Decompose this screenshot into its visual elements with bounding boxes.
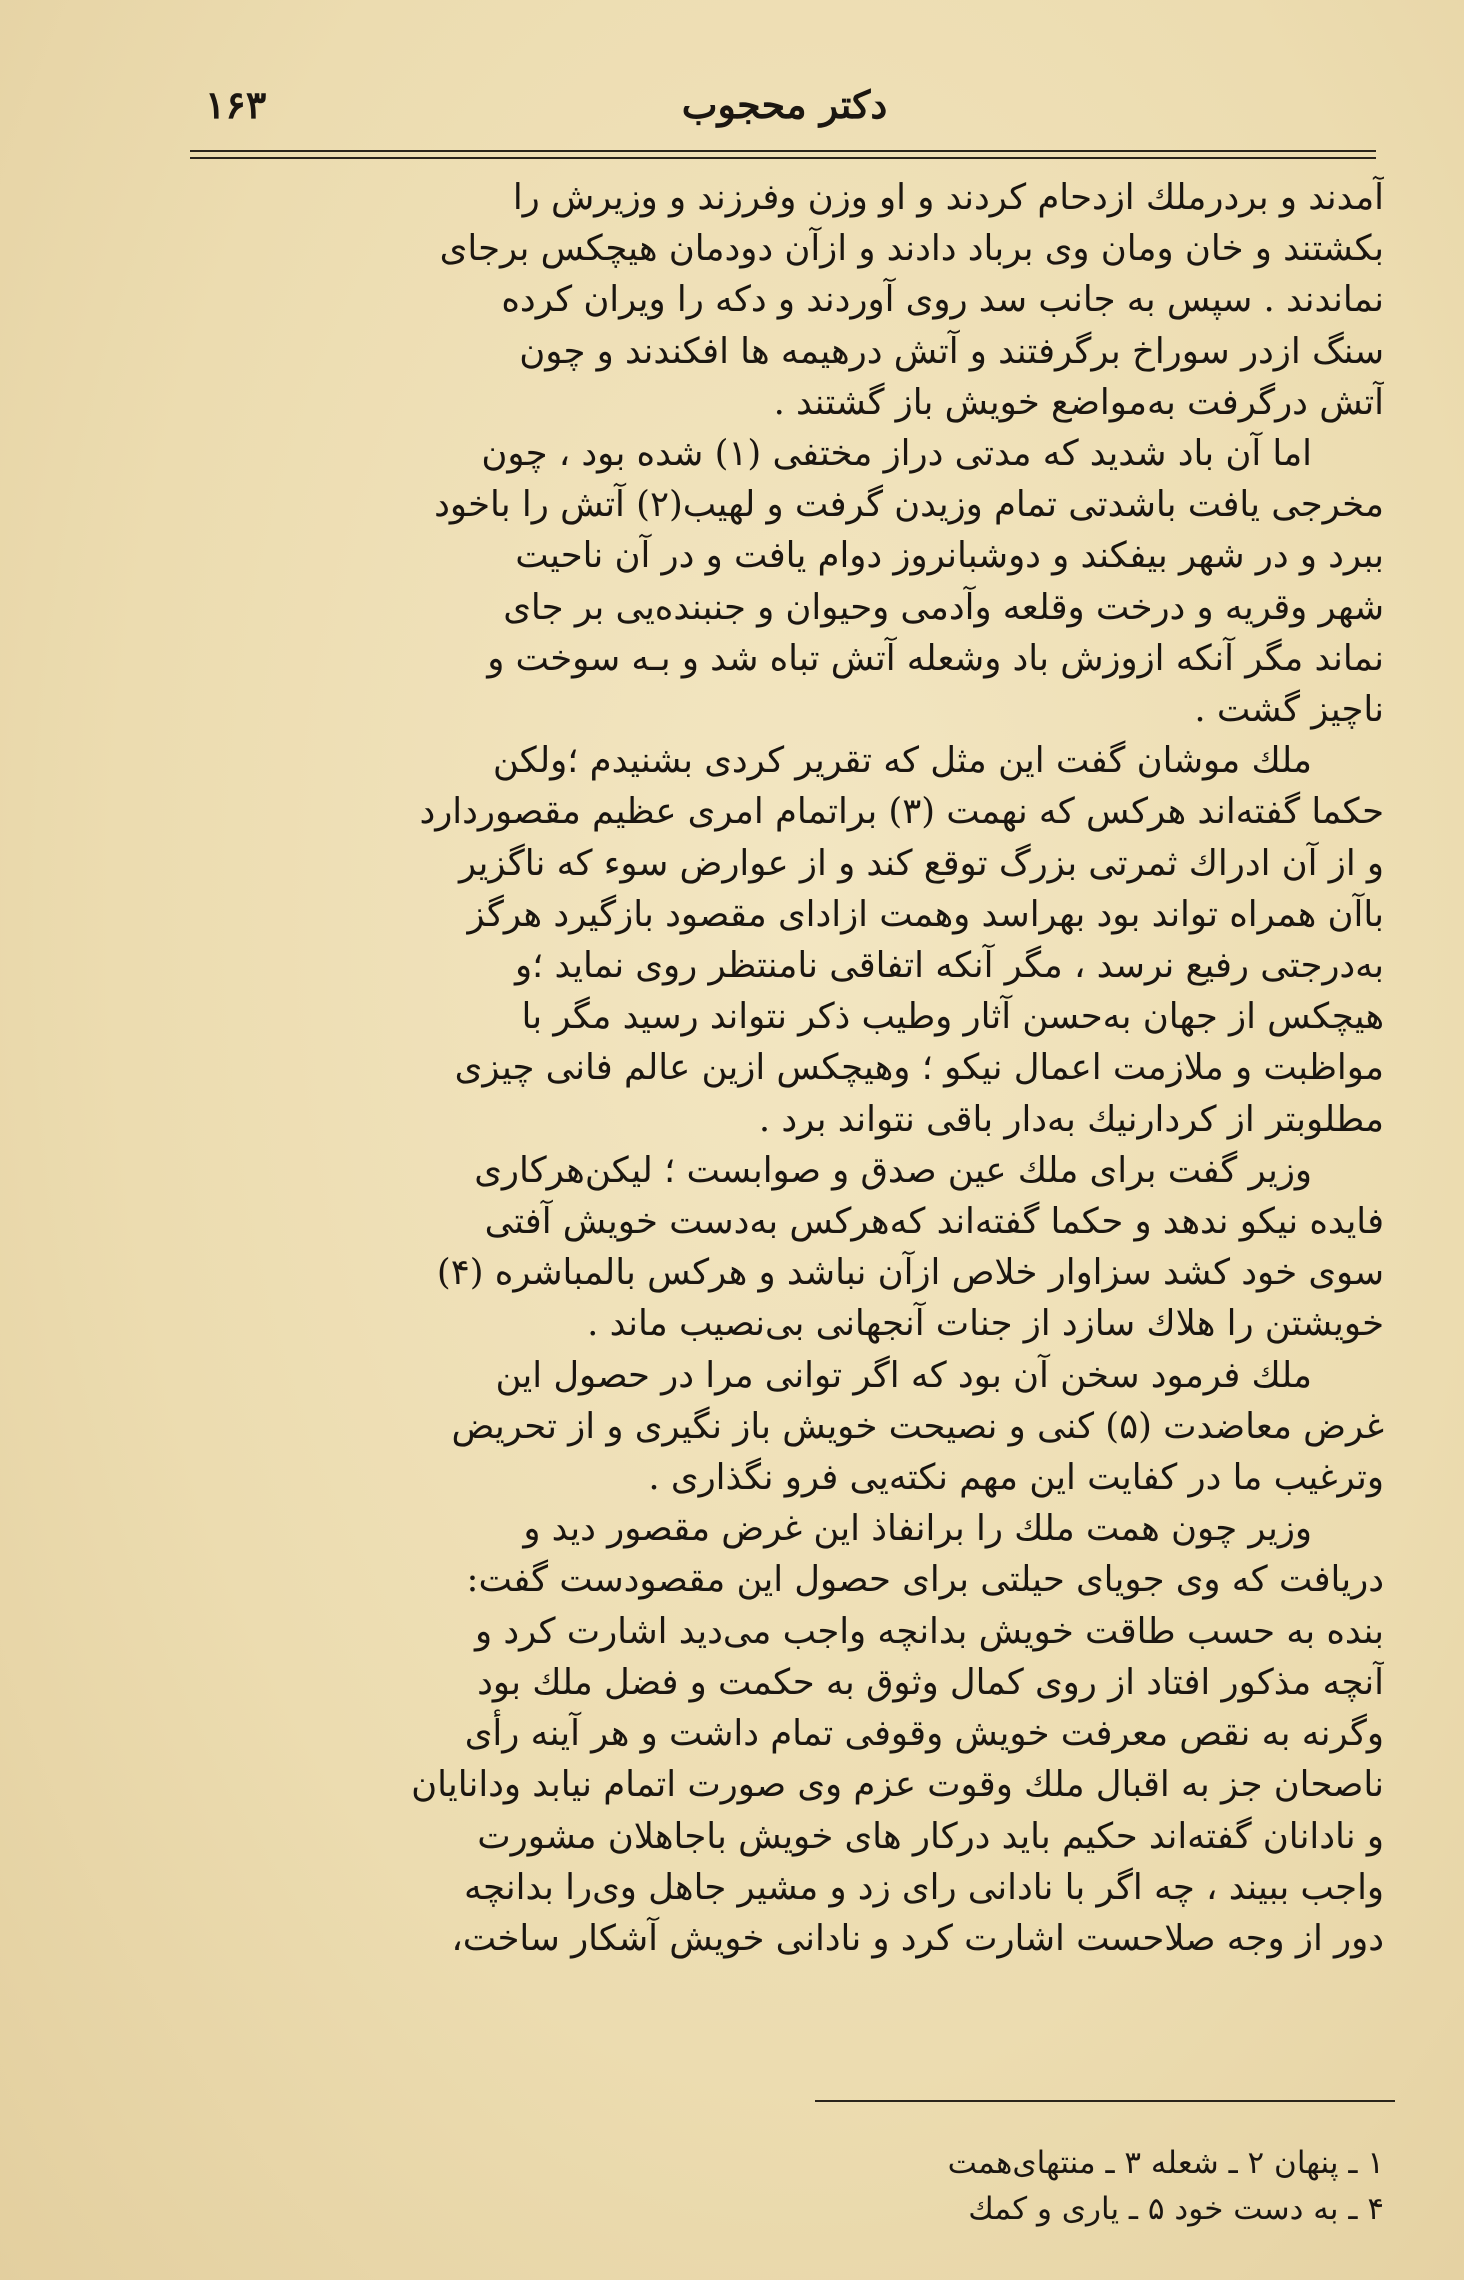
paragraph-2 (205, 428, 1384, 735)
body-text (205, 172, 1384, 1964)
text-line: بکشتند و خان ومان وی برباد دادند و ازآن دودمان هیچکس برجای (439, 228, 1384, 270)
text-line: نماندند . سپس به جانب سد روی آوردند و دکه را ویران کرده (501, 279, 1384, 321)
header-rule-bottom (190, 157, 1376, 159)
text-line: وترغیب ما در کفایت این مهم نکته‌یی فرو نگذاری . (648, 1457, 1384, 1499)
text-line: ملك موشان گفت این مثل که تقریر کردی بشنیدم ؛ولکن (492, 740, 1312, 782)
text-line: مخرجی یافت باشدتی تمام وزیدن گرفت و لهیب(۲) آتش را باخود (434, 484, 1384, 526)
text-line: آنچه مذکور افتاد از روی کمال وثوق به حکمت و فضل ملك بود (477, 1661, 1384, 1703)
text-line: سنگ ازدر سوراخ برگرفتند و آتش درهیمه ها افکندند و چون (519, 330, 1384, 372)
text-line: سوی خود کشد سزاوار خلاص ازآن نباشد و هرکس بالمباشره (۴) (436, 1252, 1384, 1294)
paragraph-5 (205, 1350, 1384, 1504)
text-line: و نادانان گفته‌اند حکیم باید درکار های خویش باجاهلان مشورت (477, 1815, 1384, 1857)
text-line: حکما گفته‌اند هرکس که نهمت (۳) براتمام امری عظیم مقصوردارد (419, 791, 1384, 833)
text-line: وزیر چون همت ملك را برانفاذ این غرض مقصور دید و (523, 1508, 1312, 1550)
paragraph-3 (205, 735, 1384, 1145)
text-line: مواظبت و ملازمت اعمال نیکو ؛ وهیچکس ازین عالم فانی چیزی (454, 1047, 1384, 1089)
text-line: ناچیز گشت . (1194, 689, 1384, 731)
text-line: هیچکس از جهان به‌حسن آثار وطیب ذکر نتواند رسید مگر با (521, 996, 1384, 1038)
text-line: دور از وجه صلاحست اشارت کرد و نادانی خویش آشکار ساخت، (451, 1917, 1384, 1959)
footnote-line: ۱ ـ پنهان ۲ ـ شعله ۳ ـ منتهای‌همت (947, 2145, 1384, 2181)
footnote-divider (815, 2100, 1395, 2102)
text-line: غرض معاضدت (۵) کنی و نصیحت خویش باز نگیری و از تحریض (451, 1405, 1384, 1447)
text-line: به‌درجتی رفیع نرسد ، مگر آنکه اتفاقی نامنتظر روی نماید ؛و (514, 945, 1384, 987)
text-line: وگرنه به نقص معرفت خویش وقوفی تمام داشت و هر آینه رأی (464, 1713, 1384, 1755)
text-line: باآن همراه تواند بود بهراسد وهمت ازادای مقصود بازگیرد هرگز (467, 893, 1384, 935)
text-line: مطلوبتر از کردارنیك به‌دار باقی نتواند برد . (758, 1098, 1384, 1140)
text-line: شهر وقریه و درخت وقلعه وآدمی وحیوان و جنبنده‌یی بر جای (503, 586, 1384, 628)
text-line: ملك فرمود سخن آن بود که اگر توانی مرا در حصول این (495, 1354, 1312, 1396)
text-line: فایده نیکو ندهد و حکما گفته‌اند که‌هرکس به‌دست خویش آفتی (484, 1201, 1384, 1243)
header-rule-top (190, 150, 1376, 152)
text-line: نماند مگر آنکه ازوزش باد وشعله آتش تباه شد و بـه سوخت و (487, 637, 1384, 679)
paragraph-1 (205, 172, 1384, 428)
text-line: خویشتن را هلاك سازد از جنات آنجهانی بی‌نصیب ماند . (587, 1303, 1384, 1345)
paragraph-6 (205, 1503, 1384, 1964)
footnotes (664, 2140, 1384, 2232)
text-line: آتش درگرفت به‌مواضع خویش باز گشتند . (773, 381, 1384, 423)
text-line: و از آن ادراك ثمرتی بزرگ توقع کند و از عوارض سوء که ناگزیر (459, 842, 1384, 884)
text-line: آمدند و بردرملك ازدحام کردند و او وزن وفرزند و وزیرش را (512, 177, 1384, 218)
page-header (195, 82, 1374, 138)
page-number: ۱۶۳ (205, 82, 267, 127)
text-line: اما آن باد شدید که مدتی دراز مختفی (۱) شده بود ، چون (481, 433, 1312, 475)
text-line: ناصحان جز به اقبال ملك وقوت عزم وی صورت اتمام نیابد ودانایان (411, 1764, 1384, 1806)
footnote-line: ۴ ـ به دست خود ۵ ـ یاری و کمك (968, 2191, 1384, 2227)
text-line: دریافت که وی جویای حیلتی برای حصول این مقصودست گفت: (466, 1559, 1384, 1601)
running-title: دکتر محجوب (681, 82, 888, 127)
paragraph-4 (205, 1145, 1384, 1350)
text-line: بنده به حسب طاقت خویش بدانچه واجب می‌دید اشارت کرد و (475, 1610, 1384, 1652)
text-line: ببرد و در شهر بیفکند و دوشبانروز دوام یافت و در آن ناحیت (515, 535, 1384, 577)
text-line: وزیر گفت برای ملك عین صدق و صوابست ؛ لیکن‌هرکاری (474, 1149, 1312, 1191)
text-line: واجب ببیند ، چه اگر با نادانی رای زد و مشیر جاهل وی‌را بدانچه (463, 1866, 1384, 1908)
